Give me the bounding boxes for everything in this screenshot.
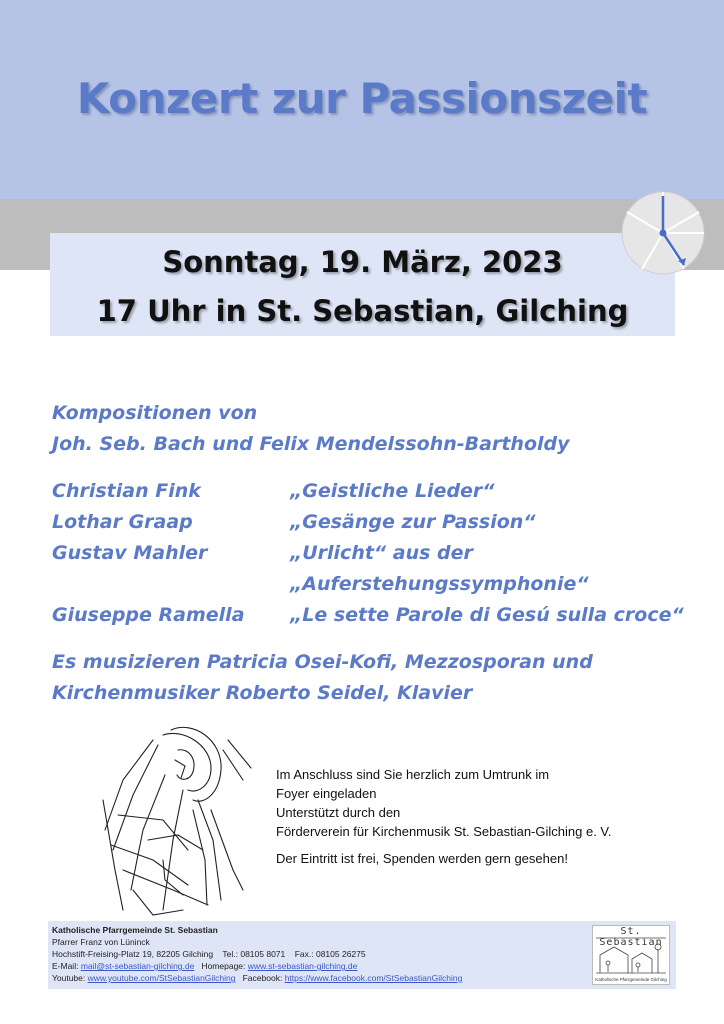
- footer-address-line: [52, 949, 366, 959]
- program-work: „Urlicht“ aus der: [290, 542, 473, 564]
- footer-org: Katholische Pfarrgemeinde St. Sebastian: [52, 925, 218, 935]
- email-label: E-Mail:: [52, 961, 79, 971]
- facebook-link[interactable]: https://www.facebook.com/StSebastianGilching: [284, 973, 463, 983]
- logo-subtitle: Katholische Pfarrgemeinde Gilching: [595, 977, 667, 982]
- facebook-label: Facebook:: [242, 973, 283, 983]
- logo-name: St. Sebastian: [599, 926, 663, 948]
- date-line: Sonntag, 19. März, 2023: [162, 245, 563, 279]
- compositions-intro: Kompositionen von: [52, 402, 258, 424]
- email-link[interactable]: mail@st-sebastian-gilching.de: [80, 961, 195, 971]
- page-title: Konzert zur Passionszeit: [76, 74, 648, 123]
- program-work: „Le sette Parole di Gesú sulla croce“: [290, 604, 684, 626]
- admission-note: Der Eintritt ist frei, Spenden werden gern gesehen!: [276, 851, 568, 866]
- homepage-label: Homepage:: [201, 961, 246, 971]
- time-location-line: 17 Uhr in St. Sebastian, Gilching: [96, 294, 629, 328]
- program-composer: Lothar Graap: [52, 511, 193, 533]
- youtube-label: Youtube:: [52, 973, 86, 983]
- notes-line: Im Anschluss sind Sie herzlich zum Umtrunk im: [276, 767, 550, 782]
- program-composer: Christian Fink: [52, 480, 201, 502]
- footer-contact-line: [52, 961, 357, 971]
- notes-line: Förderverein für Kirchenmusik St. Sebastian-Gilching e. V.: [276, 824, 612, 839]
- clock-icon: [620, 190, 706, 276]
- compositions-composers: Joh. Seb. Bach und Felix Mendelssohn-Bartholdy: [52, 433, 570, 455]
- homepage-link[interactable]: www.st-sebastian-gilching.de: [247, 961, 358, 971]
- footer-tel: Tel.: 08105 8071: [222, 949, 286, 959]
- footer-address: Hochstift-Freising-Platz 19, 82205 Gilching: [52, 949, 214, 959]
- footer-social-line: [52, 973, 462, 983]
- program-composer: Giuseppe Ramella: [52, 604, 245, 626]
- passion-sketch-illustration: [93, 720, 253, 920]
- program-work-continued: „Auferstehungssymphonie“: [290, 573, 589, 595]
- footer-fax: Fax.: 08105 26275: [294, 949, 366, 959]
- youtube-link[interactable]: www.youtube.com/StSebastianGilching: [87, 973, 236, 983]
- footer-pastor: Pfarrer Franz von Lüninck: [52, 937, 150, 947]
- program-composer: Gustav Mahler: [52, 542, 208, 564]
- performers-line: Kirchenmusiker Roberto Seidel, Klavier: [52, 682, 473, 704]
- notes-line: Unterstützt durch den: [276, 805, 401, 820]
- notes-line: Foyer eingeladen: [276, 786, 377, 801]
- program-work: „Geistliche Lieder“: [290, 480, 495, 502]
- performers-line: Es musizieren Patricia Osei-Kofi, Mezzosporan und: [52, 651, 593, 673]
- program-work: „Gesänge zur Passion“: [290, 511, 536, 533]
